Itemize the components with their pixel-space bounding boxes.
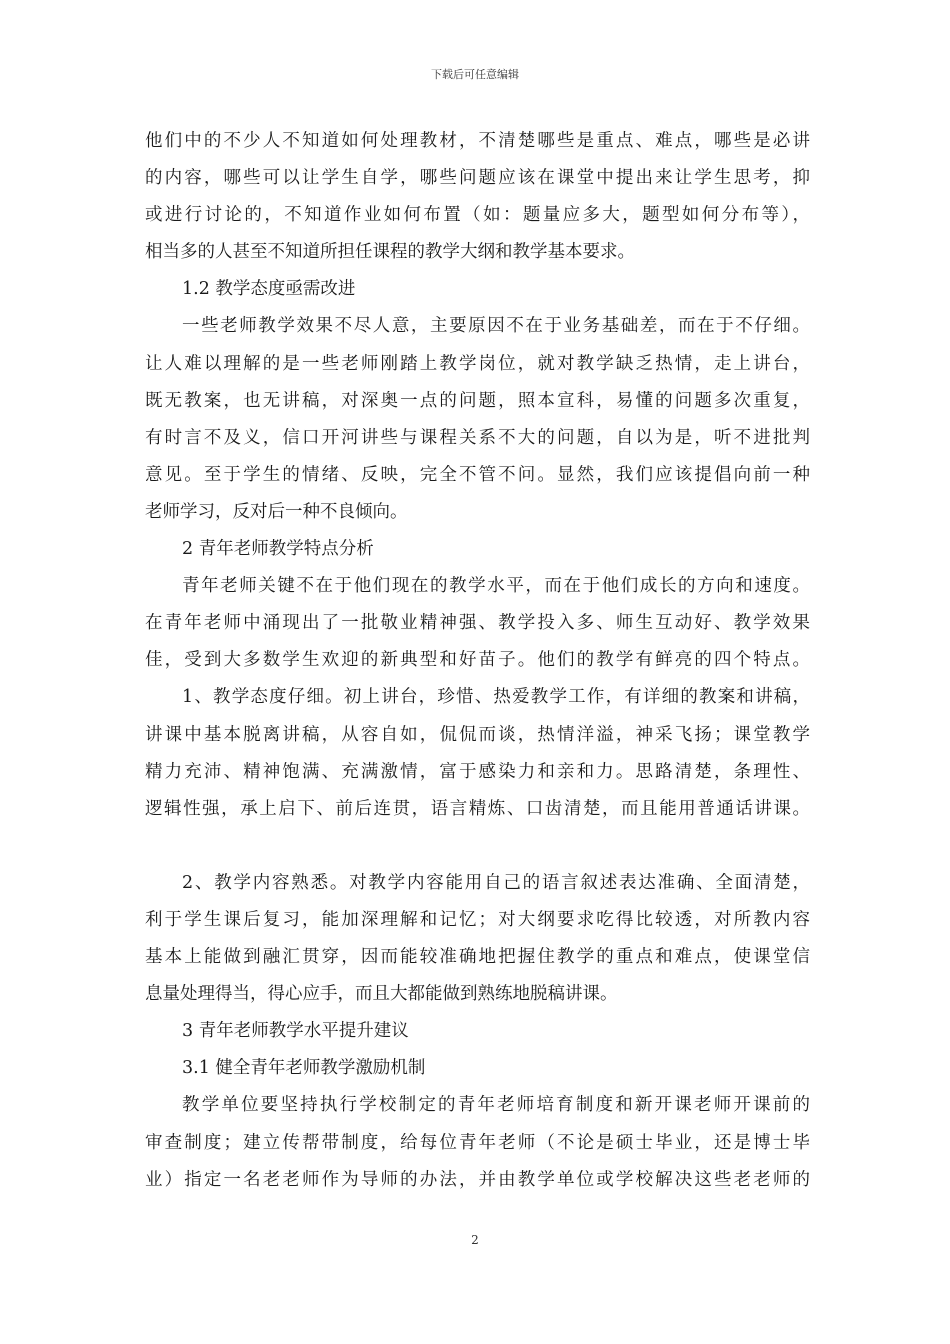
section-heading: 2 青年老师教学特点分析: [182, 539, 374, 560]
body-text: [145, 123, 810, 1199]
text-line: 既无教案，也无讲稿，对深奥一点的问题，照本宣科，易懂的问题多次重复，: [145, 390, 810, 411]
text-line: 教学单位要坚持执行学校制定的青年老师培育制度和新开课老师开课前的: [182, 1095, 810, 1116]
text-line: 讲课中基本脱离讲稿，从容自如，侃侃而谈，热情洋溢，神采飞扬；课堂教学: [145, 724, 810, 745]
text-line: 他们中的不少人不知道如何处理教材，不清楚哪些是重点、难点，哪些是必讲: [145, 131, 810, 151]
text-line: 让人难以理解的是一些老师刚踏上教学岗位，就对教学缺乏热情，走上讲台，: [145, 353, 810, 374]
text-line: 一些老师教学效果不尽人意，主要原因不在于业务基础差，而在于不仔细。: [182, 316, 810, 337]
section-heading: 3 青年老师教学水平提升建议: [182, 1021, 409, 1042]
paragraph-gap: [145, 828, 810, 865]
text-line: 基本上能做到融汇贯穿，因而能较准确地把握住教学的重点和难点，使课堂信: [145, 947, 810, 968]
text-line: 青年老师关键不在于他们现在的教学水平，而在于他们成长的方向和速度。: [182, 576, 810, 597]
text-line: 息量处理得当，得心应手，而且大都能做到熟练地脱稿讲课。: [145, 984, 618, 1005]
text-line: 逻辑性强，承上启下、前后连贯，语言精炼、口齿清楚，而且能用普通话讲课。: [145, 798, 810, 819]
text-line: 佳，受到大多数学生欢迎的新典型和好苗子。他们的教学有鲜亮的四个特点。: [145, 650, 810, 671]
text-line: 在青年老师中涌现出了一批敬业精神强、教学投入多、师生互动好、教学效果: [145, 613, 810, 634]
text-line: 有时言不及义，信口开河讲些与课程关系不大的问题，自以为是，听不进批判: [145, 427, 810, 448]
page-header: 下载后可任意编辑: [431, 68, 519, 81]
text-line: 精力充沛、精神饱满、充满激情，富于感染力和亲和力。思路清楚，条理性、: [145, 761, 810, 782]
text-line: 2、教学内容熟悉。对教学内容能用自己的语言叙述表达准确、全面清楚，: [182, 872, 810, 893]
text-line: 或进行讨论的，不知道作业如何布置（如：题量应多大，题型如何分布等），: [145, 205, 810, 226]
text-line: 1、教学态度仔细。初上讲台，珍惜、热爱教学工作，有详细的教案和讲稿，: [182, 687, 810, 708]
section-heading: 3.1 健全青年老师教学激励机制: [182, 1058, 426, 1079]
page-number: 2: [471, 1233, 479, 1247]
text-line: 审查制度；建立传帮带制度，给每位青年老师（不论是硕士毕业，还是博士毕: [145, 1132, 810, 1153]
text-line: 业）指定一名老老师作为导师的办法，并由教学单位或学校解决这些老老师的: [145, 1169, 810, 1190]
text-line: 相当多的人甚至不知道所担任课程的教学大纲和教学基本要求。: [145, 242, 635, 263]
text-line: 的内容，哪些可以让学生自学，哪些问题应该在课堂中提出来让学生思考，抑: [145, 168, 810, 189]
text-line: 意见。至于学生的情绪、反映，完全不管不问。显然，我们应该提倡向前一种: [145, 464, 810, 485]
text-line: 老师学习，反对后一种不良倾向。: [145, 501, 408, 522]
section-heading: 1.2 教学态度亟需改进: [182, 279, 356, 300]
text-line: 利于学生课后复习，能加深理解和记忆；对大纲要求吃得比较透，对所教内容: [145, 909, 810, 930]
